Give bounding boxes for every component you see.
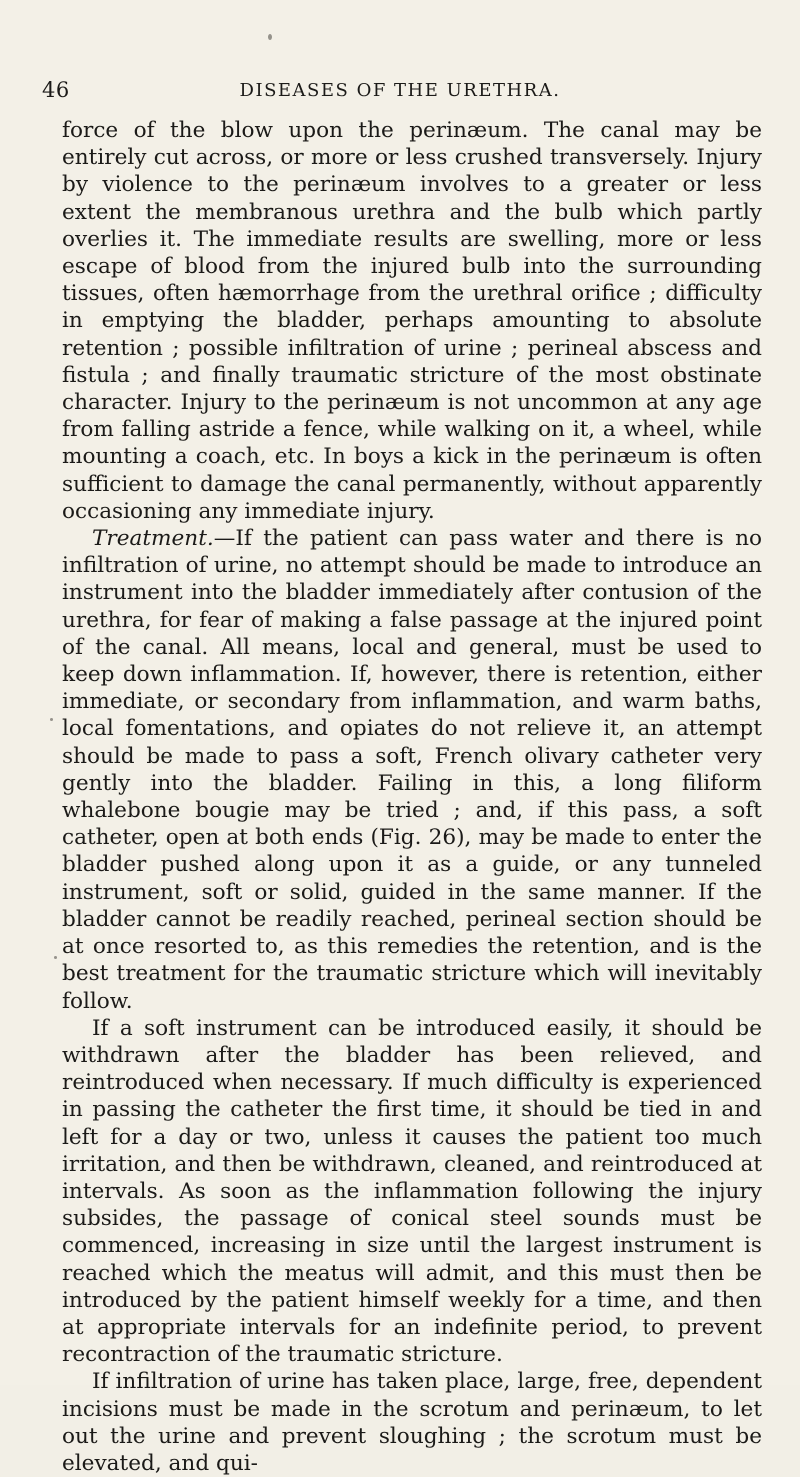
paragraph-infiltration: If infiltration of urine has taken place, large, free, dependent incisions must be made in the scrotum and perinæum, to let out the urine and prevent sloughing ; the scrotum must be elevated, and qui- <box>62 1369 762 1476</box>
paragraph-treatment <box>62 525 762 1015</box>
paragraph-injury-effects: force of the blow upon the perinæum. The canal may be entirely cut across, or more or less crushed transversely. Injury by violence to the perinæum involves to a greater or less extent the membranous urethra and the bulb which partly overlies it. The immediate results are swelling, more or less escape of blood from the injured bulb into the surrounding tissues, often hæmorrhage from the urethral orifice ; difficulty in emptying the bladder, perhaps amounting to absolute retention ; possible infiltration of urine ; perineal abscess and fistula ; and finally traumatic stricture of the most obstinate character. Injury to the perinæum is not uncommon at any age from falling astride a fence, while walking on it, a wheel, while mounting a coach, etc. In boys a kick in the perinæum is often sufficient to damage the canal permanently, without apparently occasioning any immediate injury. <box>62 118 762 524</box>
body-text <box>62 117 762 1477</box>
print-speck <box>50 718 53 721</box>
print-speck <box>54 956 57 959</box>
treatment-text: —If the patient can pass water and there is no infiltration of urine, no attempt should be made to introduce an instrument into the bladder immediately after contusion of the urethra, for fear of making a false passage at the injured point of the canal. All means, local and general, must be used to keep down inflammation. If, however, there is retention, either immediate, or secondary from inflammation, and warm baths, local fomentations, and opiates do not relieve it, an attempt should be made to pass a soft, French olivary catheter very gently into the bladder. Failing in this, a long filiform whalebone bougie may be tried ; and, if this pass, a soft catheter, open at both ends (Fig. 26), may be made to enter the bladder pushed along upon it as a guide, or any tunneled instrument, soft or solid, guided in the same manner. If the bladder cannot be readily reached, perineal section should be at once resorted to, as this remedies the retention, and is the best treatment for the traumatic stricture which will inevitably follow. <box>62 526 762 1014</box>
page-header <box>42 78 758 108</box>
page-number: 46 <box>42 78 70 102</box>
paragraph-soft-instrument: If a soft instrument can be introduced easily, it should be withdrawn after the bladder has been relieved, and reintroduced when necessary. If much difficulty is experienced in passing the catheter the first time, it should be tied in and left for a day or two, unless it causes the patient too much irritation, and then be withdrawn, cleaned, and reintroduced at intervals. As soon as the inflammation following the injury subsides, the passage of conical steel sounds must be commenced, increasing in size until the largest instrument is reached which the meatus will admit, and this must then be introduced by the patient himself weekly for a time, and then at appropriate intervals for an indefinite period, to prevent recontraction of the traumatic stricture. <box>62 1015 762 1368</box>
treatment-heading: Treatment. <box>92 526 214 552</box>
print-speck <box>268 34 272 40</box>
running-head: DISEASES OF THE URETHRA. <box>239 80 561 101</box>
